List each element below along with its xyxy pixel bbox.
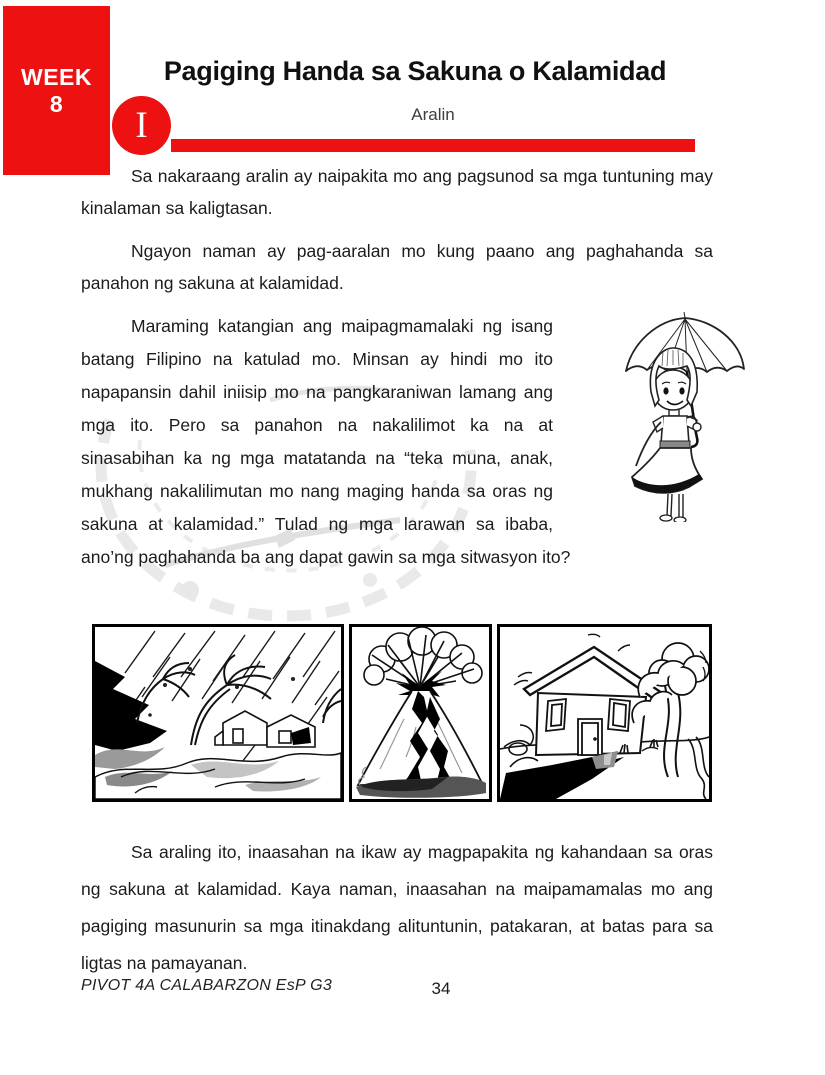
week-number: 8 bbox=[49, 90, 64, 117]
page-number: 34 bbox=[431, 979, 451, 998]
volcano-eruption-icon bbox=[349, 624, 492, 802]
accent-rule bbox=[171, 139, 695, 152]
typhoon-flood-scene-icon bbox=[92, 624, 344, 802]
book-label: PIVOT 4A CALABARZON EsP G3 bbox=[81, 977, 333, 994]
paragraph-3 bbox=[81, 310, 713, 574]
lesson-marker: I bbox=[135, 105, 148, 146]
page-footer bbox=[81, 977, 713, 998]
lesson-intro-text bbox=[81, 160, 713, 585]
girl-with-umbrella-icon bbox=[563, 310, 713, 522]
paragraph-4: Sa araling ito, inaasahan na ikaw ay magpapakita ng kahandaan sa oras ng sakuna at kalamidad. Kaya naman, inaasahan na maipamamalas mo ang pagiging masunurin sa mga itinakdang alituntunin, patakaran, at batas para sa ligtas na pamayanan. bbox=[81, 842, 713, 973]
earthquake-house-crack-icon bbox=[497, 624, 712, 802]
disaster-panels-row bbox=[92, 624, 712, 802]
paragraph-1: Sa nakaraang aralin ay naipakita mo ang pagsunod sa mga tuntuning may kinalaman sa kaligtasan. bbox=[81, 166, 713, 218]
week-label: WEEK bbox=[21, 64, 92, 91]
lesson-marker-badge bbox=[112, 96, 171, 155]
page-title: Pagiging Handa sa Sakuna o Kalamidad bbox=[163, 56, 667, 86]
paragraph-3-text: Maraming katangian ang maipagmamalaki ng isang batang Filipino na katulad mo. Minsan ay hindi mo ito napapansin dahil iniisip mo na pangkaraniwan lamang ang mga ito. Pero sa panahon na nakalilimot ka na at sinasabihan ka ng mga matatanda na “teka muna, anak, mukhang nakalilimutan mo nang maging handa sa oras ng sakuna at kalamidad.” Tulad ng mga larawan sa ibaba, ano’ng paghahanda ba ang dapat gawin sa mga sitwasyon ito? bbox=[81, 316, 571, 567]
paragraph-2: Ngayon naman ay pag-aaralan mo kung paano ang paghahanda sa panahon ng sakuna at kalamidad. bbox=[81, 241, 713, 293]
week-badge bbox=[3, 6, 110, 175]
lesson-subtitle: Aralin bbox=[411, 105, 455, 124]
